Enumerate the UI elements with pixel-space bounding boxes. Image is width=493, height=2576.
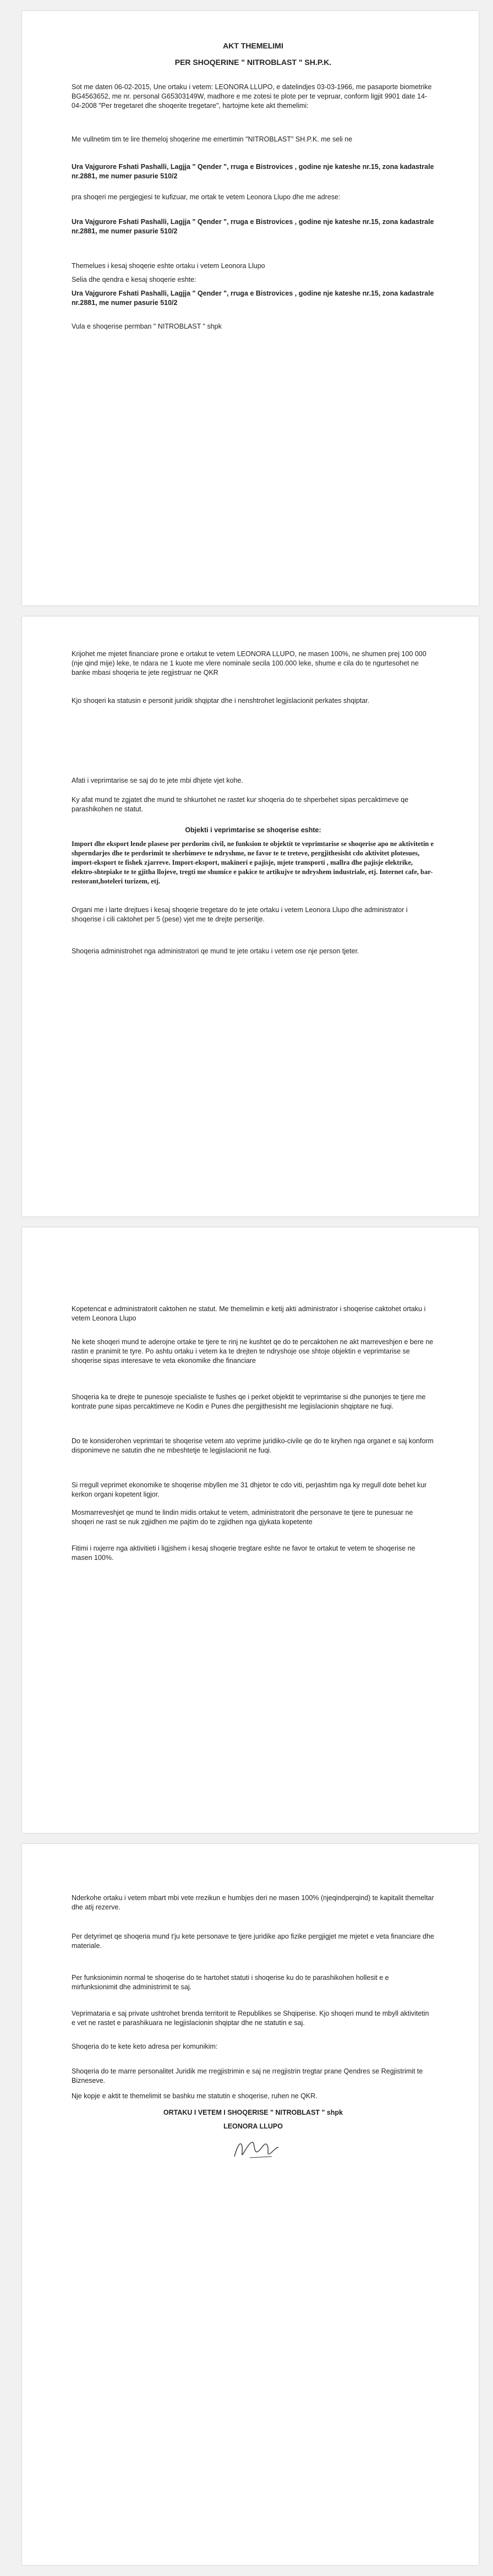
document-page-1 (22, 11, 479, 605)
object-heading: Objekti i veprimtarise se shoqerise eshte: (185, 826, 321, 834)
paragraph-3-2: Ne kete shoqeri mund te aderojne ortake te tjere te rinj ne kushtet qe do te percaktohen ne akt marreveshjen e bere ne rastin e pranimit te tyre. Po ashtu ortaku i vetem ka te drejten te ndryshoje ose shtoje objektin e veprimtarise se shoqerise sipas interesave te veta ekonomike dhe financiare (72, 1338, 434, 1365)
capital-paragraph: Krijohet me mjetet financiare prone e ortakut te vetem LEONORA LLUPO, ne masen 100%, ne shumen prej 100 000 (nje qind mije) leke, te ndara ne 1 kuote me vlere nominale secila 100.000 leke, shume e cila do te ngurtesohet ne banke mbasi shoqeria te jete regjistruar ne QKR (72, 650, 426, 676)
term-paragraph: Ky afat mund te zgjatet dhe mund te shkurtohet ne rastet kur shoqeria do te shperbehet sipas percaktimeve qe parashikohen ne statut. (72, 796, 409, 813)
company-name-paragraph: Me vullnetim tim te lire themeloj shoqerine me emertimin "NITROBLAST" SH.P.K. me seli ne (72, 135, 353, 143)
address-paragraph-2: Ura Vajgurore Fshati Pashalli, Lagjja " Qender ", rruga e Bistrovices , godine nje kateshe nr.15, zona kadastrale nr.2881, me numer pasurie 510/2 (72, 218, 434, 235)
paragraph-3-7: Fitimi i nxjerre nga aktivitieti i ligjshem i kesaj shoqerie tregtare eshte ne favor te ortakut te vetem te shoqerise ne masen 100%. (72, 1544, 415, 1562)
paragraph-4-1: Nderkohe ortaku i vetem mbart mbi vete rrezikun e humbjes deri ne masen 100% (njeqindperqind) te kapitalit themeltar dhe atij rezerve. (72, 1894, 434, 1911)
duration-paragraph: Afati i veprimtarise se saj do te jete mbi dhjete vjet kohe. (72, 777, 243, 784)
object-paragraph: Import dhe eksport lende plasese per perdorim civil, ne funksion te objektit te veprimtarise se shoqerise apo ne aktivitetin e shperndarjes dhe te perdorimit te sherbimeve te ndryshme, ne favor te te treteve, pergjithesisht cdo aktivitet plotesues, import-eksport te fishek zjarreve. Import-eksport, makineri e pajisje, mjete transporti , mallra dhe pajisje elektrike, elektro-shtepiake te te gjitha llojeve, tregti me shumice e pakice te artikujve te ndryshem industriale, etj. Internet cafe, bar-restorant,hoteleri turizem, etj. (72, 840, 434, 885)
organ-paragraph: Organi me i larte drejtues i kesaj shoqerie tregetare do te jete ortaku i vetem Leonora Llupo dhe administrator i shoqerise i cili caktohet per 5 (pese) vjet me te drejte perseritje. (72, 906, 408, 923)
administration-paragraph: Shoqeria administrohet nga administratori qe mund te jete ortaku i vetem ose nje person tjeter. (72, 947, 359, 955)
founder-paragraph: Themelues i kesaj shoqerie eshte ortaku i vetem Leonora Llupo (72, 262, 265, 270)
status-paragraph: Kjo shoqeri ka statusin e personit juridik shqiptar dhe i nenshtrohet legjislacionit perkates shqiptar. (72, 697, 370, 705)
paragraph-4-2: Per detyrimet qe shoqeria mund t'ju kete personave te tjere juridike apo fizike pergjigjet me mjetet e veta financiare dhe materiale. (72, 1933, 434, 1950)
paragraph-4-7: Nje kopje e aktit te themelimit se bashku me statutin e shoqerise, ruhen ne QKR. (72, 2092, 317, 2100)
address-paragraph-1: Ura Vajgurore Fshati Pashalli, Lagjja " Qender ", rruga e Bistrovices , godine nje kateshe nr.15, zona kadastrale nr.2881, me numer pasurie 510/2 (72, 163, 434, 180)
page-title: AKT THEMELIMI (223, 41, 283, 50)
document-page-3 (22, 1227, 479, 1833)
handwritten-signature (231, 2136, 281, 2163)
closing-heading: ORTAKU I VETEM I SHOQERISE " NITROBLAST " shpk (163, 2109, 343, 2116)
paragraph-4-5: Shoqeria do te kete keto adresa per komunikim: (72, 2043, 218, 2050)
paragraph-3-3: Shoqeria ka te drejte te punesoje specialiste te fushes qe i perket objektit te veprimtarise si dhe punonjes te tjere me kontrate pune sipas percaktimeve ne Kodin e Punes dhe pergjithesisht me legjislacionin shqiptare ne fuqi. (72, 1393, 426, 1410)
address-paragraph-3: Ura Vajgurore Fshati Pashalli, Lagjja " Qender ", rruga e Bistrovices , godine nje kateshe nr.15, zona kadastrale nr.2881, me numer pasurie 510/2 (72, 290, 434, 307)
document-page-2 (22, 616, 479, 1216)
paragraph-3-6: Mosmarreveshjet qe mund te lindin midis ortakut te vetem, administratorit dhe personave te tjere te punesuar ne shoqeri ne rast se nuk zgjidhen me pajtim do te zgjidhen nga gjykata kopetente (72, 1509, 413, 1526)
admin-paragraph: pra shoqeri me pergjegjesi te kufizuar, me ortak te vetem Leonora Llupo dhe me adrese: (72, 193, 341, 201)
paragraph-4-3: Per funksionimin normal te shoqerise do te hartohet statuti i shoqerise ku do te parashikohen hollesit e e mirfunksionimit dhe administrimit te saj. (72, 1974, 389, 1991)
paragraph-3-1: Kopetencat e administratorit caktohen ne statut. Me themelimin e ketij akti administrator i shoqerise caktohet ortaku i vetem Leonora Llupo (72, 1305, 426, 1322)
intro-paragraph: Sot me daten 06-02-2015, Une ortaku i vetem: LEONORA LLUPO, e datelindjes 03-03-1966, me pasaporte biometrike BG4563652, me nr. personal G65303149W, madhore e me zotesi te plote per te vepruar, conform ligjit 9901 date 14-04-2008 "Per tregetaret dhe shoqerite tregetare", hartojme kete akt themelimi: (72, 83, 432, 110)
signatory-name: LEONORA LLUPO (223, 2122, 283, 2130)
seat-label: Selia dhe qendra e kesaj shoqerie eshte: (72, 276, 196, 283)
seal-paragraph: Vula e shoqerise permban " NITROBLAST " shpk (72, 323, 222, 330)
document-page-4 (22, 1844, 479, 2565)
paragraph-3-5: Si rregull veprimet ekonomike te shoqerise mbyllen me 31 dhjetor te cdo viti, perjashtim nga ky rregull dote behet kur kerkon organi kopetent ligjor. (72, 1481, 427, 1498)
paragraph-3-4: Do te konsiderohen veprimtari te shoqerise vetem ato veprime juridiko-civile qe do te kryhen nga organet e saj konform disponimeve ne satutin dhe ne mbeshtetje te legjislacionit ne fuqi. (72, 1437, 434, 1454)
page-subtitle: PER SHOQERINE " NITROBLAST " SH.P.K. (174, 58, 332, 67)
paragraph-4-4: Veprimataria e saj private ushtrohet brenda territorit te Republikes se Shqiperise. Kjo shoqeri mund te mbyll aktivitetin e vet ne rastet e parashikuara ne legjislacionin shqiptar dhe ne statutin e saj. (72, 2010, 429, 2027)
paragraph-4-6: Shoqeria do te marre personalitet Juridik me rregjistrimin e saj ne rregjistrin tregtar prane Qendres se Regjistrimit te Bizneseve. (72, 2067, 423, 2084)
